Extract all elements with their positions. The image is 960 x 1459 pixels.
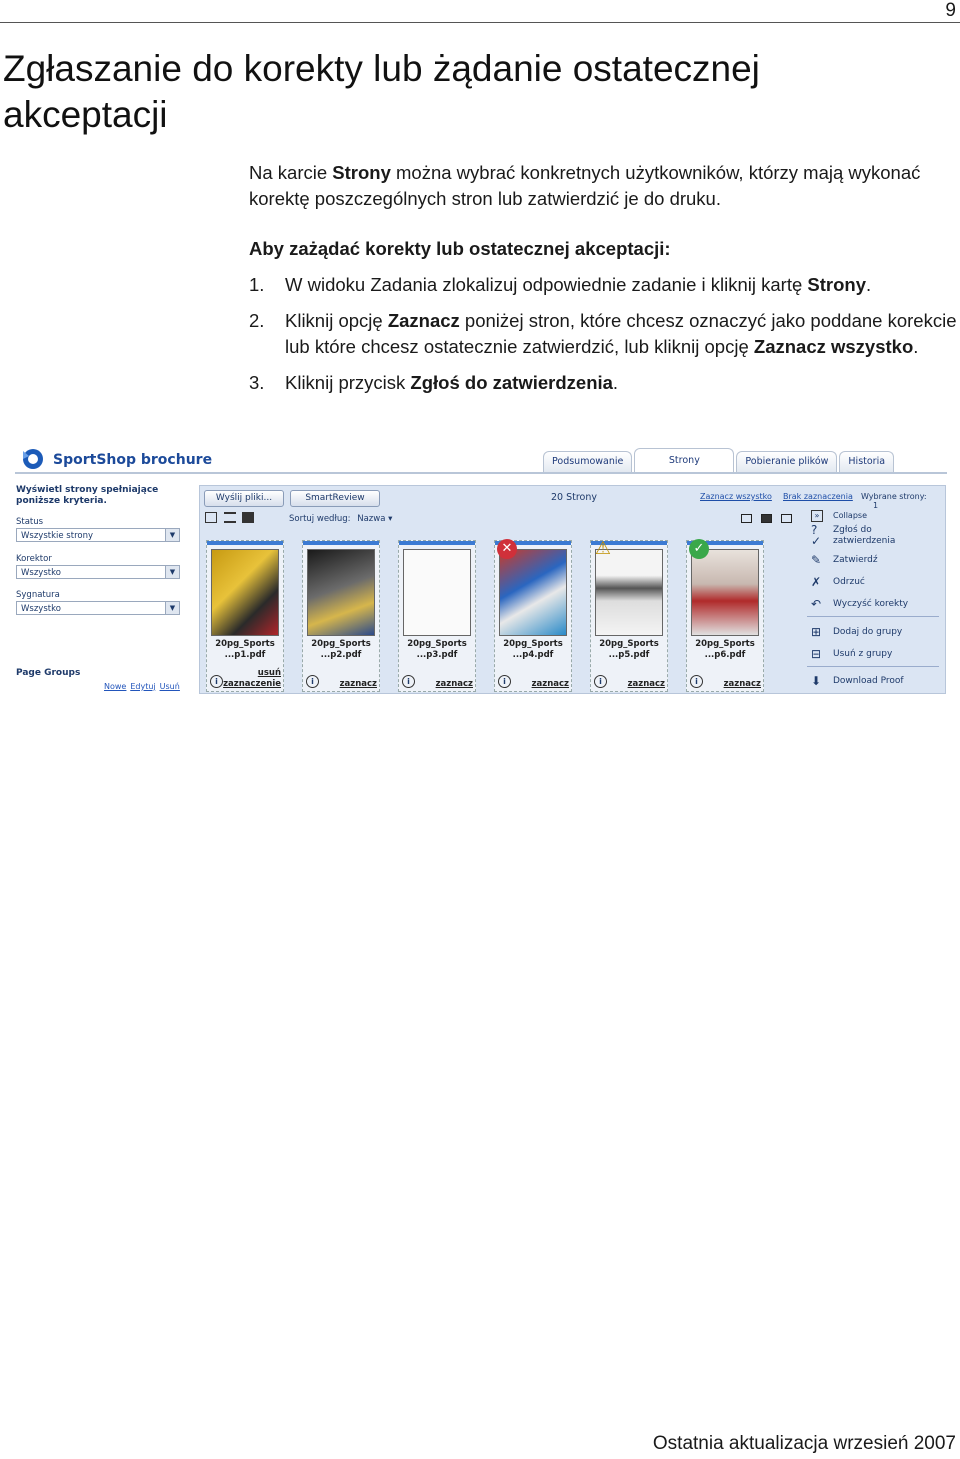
procedure-heading: Aby zażądać korekty lub ostatecznej akceptacji: — [249, 238, 671, 259]
thumb-action[interactable]: zaznacz — [531, 679, 569, 689]
reject-icon: ✗ — [811, 575, 822, 589]
delete-group-link[interactable]: Usuń — [159, 682, 180, 691]
list-view-icon[interactable] — [224, 512, 236, 523]
sort-label: Sortuj według: — [289, 514, 351, 524]
thumb-action-2[interactable]: zaznaczenie — [223, 679, 281, 689]
rejected-icon: ✕ — [497, 539, 517, 559]
warning-icon: ⚠ — [594, 538, 612, 559]
page-thumb[interactable] — [302, 540, 380, 692]
panel-divider — [807, 666, 939, 667]
thumb-selected-bar — [207, 541, 283, 545]
step-text-end: . — [913, 336, 919, 357]
status-value: Wszystkie strony — [21, 531, 93, 541]
tab-bar — [543, 451, 894, 473]
download-proof-label: Download Proof — [833, 676, 904, 686]
approve-label: Zatwierdź — [833, 555, 878, 565]
step-1 — [249, 272, 959, 298]
info-icon[interactable]: i — [498, 675, 511, 688]
proofer-label: Korektor — [16, 554, 52, 564]
add-group-icon: ⊞ — [811, 625, 822, 639]
add-group-label: Dodaj do grupy — [833, 627, 903, 637]
submit-approval-icon: ?✓ — [811, 523, 822, 548]
step-text-end: . — [612, 372, 619, 393]
submit-label: Zgłoś do zatwierdzenia — [833, 525, 896, 546]
clear-icon: ↶ — [811, 597, 822, 611]
sportshop-logo-icon — [20, 447, 48, 471]
thumb-selected-bar — [303, 541, 379, 545]
info-icon[interactable]: i — [594, 675, 607, 688]
step-bold-2: Zaznacz wszystko — [753, 336, 914, 357]
selected-count: 1 — [873, 501, 879, 510]
app-header-rule — [15, 472, 947, 474]
tab-history[interactable]: Historia — [839, 451, 894, 472]
thumb-action[interactable]: zaznacz — [627, 679, 665, 689]
step-bold: Strony — [807, 274, 866, 295]
info-icon[interactable]: i — [210, 675, 223, 688]
actions-panel — [807, 510, 943, 694]
page-image — [595, 549, 663, 636]
info-icon[interactable]: i — [402, 675, 415, 688]
intro-bold-strony: Strony — [332, 162, 391, 183]
chevron-down-icon: ▼ — [165, 529, 179, 541]
select-all-link[interactable]: Zaznacz wszystko — [700, 492, 772, 501]
smartreview-button[interactable]: SmartReview — [290, 490, 380, 507]
intro-paragraph — [249, 160, 949, 212]
sort-value: Nazwa — [357, 514, 386, 524]
page-thumb[interactable] — [494, 540, 572, 692]
signature-label: Sygnatura — [16, 590, 60, 600]
signature-select[interactable] — [16, 601, 180, 615]
step-text-mid: poniżej stron, które chcesz oznaczyć jako poddane korekcie lub które chcesz ostatecznie zatwierdzić, lub kliknij opcję — [285, 310, 957, 357]
filter-sidebar — [15, 477, 190, 694]
thumb-selected-bar — [399, 541, 475, 545]
chevron-down-icon: ▼ — [165, 566, 179, 578]
intro-text-1: Na karcie — [249, 162, 333, 183]
step-text: Kliknij przycisk — [285, 372, 411, 393]
edit-group-link[interactable]: Edytuj — [130, 682, 156, 691]
reject-label: Odrzuć — [833, 577, 865, 587]
step-number: 3. — [249, 372, 265, 393]
app-screenshot — [15, 443, 947, 694]
page-groups-links — [104, 682, 184, 691]
page-thumb[interactable] — [590, 540, 668, 692]
thumb-action-1[interactable]: usuń — [257, 668, 281, 678]
page-image — [211, 549, 279, 636]
page-thumb[interactable] — [206, 540, 284, 692]
thumb-caption: 20pg_Sports ...p6.pdf — [695, 639, 755, 660]
pages-panel — [199, 485, 946, 694]
remove-group-label: Usuń z grupy — [833, 649, 893, 659]
approved-icon: ✓ — [689, 539, 709, 559]
collapse-label: Collapse — [833, 511, 867, 520]
send-files-button[interactable]: Wyślij pliki... — [204, 490, 284, 507]
info-icon[interactable]: i — [690, 675, 703, 688]
remove-group-icon: ⊟ — [811, 647, 822, 661]
signature-value: Wszystko — [21, 604, 61, 614]
clear-label: Wyczyść korekty — [833, 599, 909, 609]
info-icon[interactable]: i — [306, 675, 319, 688]
select-none-link[interactable]: Brak zaznaczenia — [783, 492, 853, 501]
step-text-end: . — [865, 274, 872, 295]
step-bold: Zgłoś do zatwierdzenia — [410, 372, 613, 393]
page-thumb[interactable] — [686, 540, 764, 692]
thumb-caption: 20pg_Sports ...p4.pdf — [503, 639, 563, 660]
app-title: SportShop brochure — [53, 452, 213, 468]
thumb-caption: 20pg_Sports ...p1.pdf — [215, 639, 275, 660]
thumb-caption: 20pg_Sports ...p5.pdf — [599, 639, 659, 660]
thumb-action[interactable]: zaznacz — [435, 679, 473, 689]
tab-summary[interactable]: Podsumowanie — [543, 451, 632, 472]
intro-text-2: można wybrać konkretnych użytkowników, którzy mają wykonać korektę poszczególnych stron lub zatwierdzić je do druku. — [249, 162, 921, 209]
approve-icon: ✎ — [811, 553, 822, 567]
chevron-down-icon: ▼ — [165, 602, 179, 614]
step-text: W widoku Zadania zlokalizuj odpowiednie zadanie i kliknij kartę — [285, 274, 808, 295]
thumb-action[interactable]: zaznacz — [339, 679, 377, 689]
small-thumb-icon[interactable] — [741, 514, 752, 523]
proofer-select[interactable] — [16, 565, 180, 579]
thumb-caption: 20pg_Sports ...p2.pdf — [311, 639, 371, 660]
page-number: 9 — [945, 0, 956, 21]
step-bold: Zaznacz — [387, 310, 460, 331]
panel-divider — [807, 616, 939, 617]
sort-control[interactable] — [289, 514, 392, 524]
step-3 — [249, 370, 959, 396]
page-image — [691, 549, 759, 636]
step-number: 1. — [249, 274, 265, 295]
page-image — [307, 549, 375, 636]
page-groups-heading: Page Groups — [16, 668, 81, 678]
thumb-caption: 20pg_Sports ...p3.pdf — [407, 639, 467, 660]
download-icon: ⬇ — [811, 674, 822, 688]
thumbnail-grid — [206, 540, 784, 692]
status-label: Status — [16, 517, 44, 527]
page-image — [499, 549, 567, 636]
tab-downloads[interactable]: Pobieranie plików — [736, 451, 837, 472]
step-text: Kliknij opcję — [285, 310, 388, 331]
filter-heading: Wyświetl strony spełniające poniższe kryteria. — [16, 485, 159, 506]
step-number: 2. — [249, 310, 265, 331]
page-thumb[interactable] — [398, 540, 476, 692]
selected-label: Wybrane strony: — [861, 492, 927, 501]
medium-thumb-icon[interactable] — [761, 514, 772, 523]
step-2 — [249, 308, 959, 360]
grid-view-icon[interactable] — [205, 512, 217, 523]
thumb-action[interactable]: zaznacz — [723, 679, 761, 689]
header-rule — [0, 22, 960, 23]
steps-list — [249, 272, 959, 406]
selected-pages — [861, 492, 945, 510]
proofer-value: Wszystko — [21, 568, 61, 578]
page-image — [403, 549, 471, 636]
page-count: 20 Strony — [551, 492, 598, 503]
status-select[interactable] — [16, 528, 180, 542]
chevron-down-icon: ▾ — [385, 514, 393, 524]
collapse-icon: » — [811, 510, 823, 522]
book-view-icon[interactable] — [242, 512, 254, 523]
new-group-link[interactable]: Nowe — [104, 682, 127, 691]
tab-pages[interactable]: Strony — [634, 448, 734, 472]
large-thumb-icon[interactable] — [781, 514, 792, 523]
page-title: Zgłaszanie do korekty lub żądanie ostatecznej akceptacji — [3, 48, 760, 135]
footer-date: Ostatnia aktualizacja wrzesień 2007 — [652, 1433, 956, 1454]
